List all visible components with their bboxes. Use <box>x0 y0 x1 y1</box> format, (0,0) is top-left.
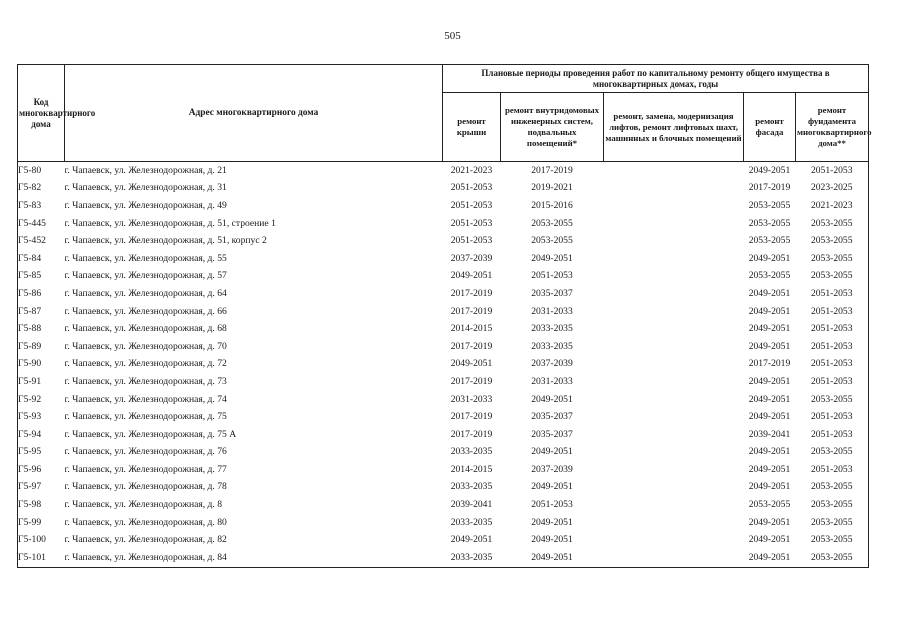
lifts-period-cell <box>604 479 744 497</box>
address-cell: г. Чапаевск, ул. Железнодорожная, д. 84 <box>65 549 443 567</box>
foundation-period-cell: 2053-2055 <box>796 232 869 250</box>
code-cell: Г5-91 <box>18 373 65 391</box>
facade-period-cell: 2053-2055 <box>748 235 791 247</box>
code-cell: Г5-80 <box>18 162 65 180</box>
facade-period-cell: 2049-2051 <box>748 375 791 387</box>
address-cell: г. Чапаевск, ул. Железнодорожная, д. 57 <box>64 270 227 282</box>
facade-period-cell: 2049-2051 <box>748 481 791 493</box>
systems-period-cell: 2033-2035 <box>531 323 573 335</box>
address-cell: г. Чапаевск, ул. Железнодорожная, д. 55 <box>64 252 227 264</box>
address-cell: г. Чапаевск, ул. Железнодорожная, д. 72 <box>64 358 227 370</box>
roof-period-cell: 2017-2019 <box>450 305 493 317</box>
table-row <box>18 426 869 444</box>
code-cell: Г5-452 <box>18 232 65 250</box>
roof-period-cell: 2017-2019 <box>450 428 493 440</box>
foundation-period-cell: 2051-2053 <box>796 320 869 338</box>
address-cell: г. Чапаевск, ул. Железнодорожная, д. 51, корпус 2 <box>64 235 267 247</box>
foundation-period-cell: 2053-2055 <box>796 549 869 567</box>
roof-period-cell: 2014-2015 <box>450 463 493 475</box>
code-cell: Г5-100 <box>18 531 65 549</box>
systems-period-cell: 2037-2039 <box>531 463 573 475</box>
facade-period-cell: 2053-2055 <box>748 217 791 229</box>
lifts-period-cell <box>604 356 744 374</box>
facade-period-cell: 2017-2019 <box>748 358 791 370</box>
roof-period-cell: 2033-2035 <box>450 516 493 528</box>
roof-period-cell: 2051-2053 <box>450 235 493 247</box>
table-row <box>18 391 869 409</box>
lifts-period-cell <box>604 531 744 549</box>
header-facade: ремонт фасада <box>744 93 796 162</box>
foundation-period-cell: 2053-2055 <box>796 268 869 286</box>
header-systems: ремонт внутридомовых инженерных систем, подвальных помещений* <box>501 93 604 162</box>
table-row <box>18 496 869 514</box>
systems-period-cell: 2037-2039 <box>531 358 573 370</box>
table-row <box>18 250 869 268</box>
table-row <box>18 549 869 567</box>
foundation-period-cell: 2023-2025 <box>796 180 869 198</box>
facade-period-cell: 2053-2055 <box>748 199 791 211</box>
lifts-period-cell <box>604 461 744 479</box>
page-number: 505 <box>444 30 461 42</box>
systems-period-cell: 2017-2019 <box>531 164 573 176</box>
address-cell: г. Чапаевск, ул. Железнодорожная, д. 74 <box>64 393 227 405</box>
foundation-period-cell: 2053-2055 <box>796 250 869 268</box>
systems-period-cell: 2051-2053 <box>531 499 573 511</box>
facade-period-cell: 2049-2051 <box>748 164 791 176</box>
facade-period-cell: 2049-2051 <box>748 340 791 352</box>
facade-period-cell: 2049-2051 <box>748 252 791 264</box>
code-cell: Г5-83 <box>18 197 65 215</box>
foundation-period-cell: 2053-2055 <box>796 514 869 532</box>
address-cell: г. Чапаевск, ул. Железнодорожная, д. 64 <box>64 287 227 299</box>
table-row <box>18 180 869 198</box>
roof-period-cell: 2017-2019 <box>450 340 493 352</box>
lifts-period-cell <box>604 408 744 426</box>
address-cell: г. Чапаевск, ул. Железнодорожная, д. 68 <box>64 323 227 335</box>
code-cell: Г5-101 <box>18 549 65 567</box>
facade-period-cell: 2049-2051 <box>748 393 791 405</box>
lifts-period-cell <box>604 232 744 250</box>
lifts-period-cell <box>604 549 744 567</box>
roof-period-cell: 2049-2051 <box>450 358 493 370</box>
roof-period-cell: 2049-2051 <box>450 270 493 282</box>
header-address: Адрес многоквартирного дома <box>65 65 443 162</box>
roof-period-cell: 2033-2035 <box>450 446 493 458</box>
lifts-period-cell <box>604 285 744 303</box>
lifts-period-cell <box>604 303 744 321</box>
systems-period-cell: 2031-2033 <box>531 305 573 317</box>
code-cell: Г5-87 <box>18 303 65 321</box>
lifts-period-cell <box>604 162 744 180</box>
address-cell: г. Чапаевск, ул. Железнодорожная, д. 76 <box>64 446 227 458</box>
systems-period-cell: 2035-2037 <box>531 411 573 423</box>
systems-period-cell: 2035-2037 <box>531 287 573 299</box>
systems-period-cell: 2053-2055 <box>531 217 573 229</box>
systems-period-cell: 2019-2021 <box>531 182 573 194</box>
facade-period-cell: 2039-2041 <box>748 428 791 440</box>
lifts-period-cell <box>604 444 744 462</box>
facade-period-cell: 2049-2051 <box>748 516 791 528</box>
foundation-period-cell: 2051-2053 <box>796 285 869 303</box>
roof-period-cell: 2017-2019 <box>450 411 493 423</box>
address-cell: г. Чапаевск, ул. Железнодорожная, д. 78 <box>64 481 227 493</box>
foundation-period-cell: 2051-2053 <box>796 356 869 374</box>
lifts-period-cell <box>604 496 744 514</box>
foundation-period-cell: 2051-2053 <box>796 426 869 444</box>
roof-period-cell: 2049-2051 <box>450 534 493 546</box>
foundation-period-cell: 2051-2053 <box>796 408 869 426</box>
foundation-period-cell: 2051-2053 <box>796 303 869 321</box>
lifts-period-cell <box>604 180 744 198</box>
table-row <box>18 444 869 462</box>
table-row <box>18 531 869 549</box>
address-cell: г. Чапаевск, ул. Железнодорожная, д. 70 <box>64 340 227 352</box>
lifts-period-cell <box>604 250 744 268</box>
lifts-period-cell <box>604 215 744 233</box>
code-cell: Г5-82 <box>18 180 65 198</box>
table-row <box>18 356 869 374</box>
code-cell: Г5-97 <box>18 479 65 497</box>
foundation-period-cell: 2051-2053 <box>796 461 869 479</box>
lifts-period-cell <box>604 391 744 409</box>
systems-period-cell: 2031-2033 <box>531 375 573 387</box>
foundation-period-cell: 2051-2053 <box>796 373 869 391</box>
lifts-period-cell <box>604 426 744 444</box>
table-row <box>18 338 869 356</box>
facade-period-cell: 2049-2051 <box>748 411 791 423</box>
foundation-period-cell: 2051-2053 <box>796 338 869 356</box>
systems-period-cell: 2049-2051 <box>531 446 573 458</box>
table-body <box>18 162 869 568</box>
code-cell: Г5-96 <box>18 461 65 479</box>
systems-period-cell: 2049-2051 <box>501 549 604 567</box>
systems-period-cell: 2035-2037 <box>531 428 573 440</box>
capital-repair-table <box>17 64 872 568</box>
code-cell: Г5-85 <box>18 268 65 286</box>
table-row <box>18 320 869 338</box>
foundation-period-cell: 2051-2053 <box>796 162 869 180</box>
foundation-period-cell: 2053-2055 <box>796 391 869 409</box>
code-cell: Г5-89 <box>18 338 65 356</box>
roof-period-cell: 2033-2035 <box>443 549 501 567</box>
address-cell: г. Чапаевск, ул. Железнодорожная, д. 75 <box>64 411 227 423</box>
roof-period-cell: 2033-2035 <box>450 481 493 493</box>
table-row <box>18 461 869 479</box>
roof-period-cell: 2051-2053 <box>450 182 493 194</box>
lifts-period-cell <box>604 514 744 532</box>
systems-period-cell: 2015-2016 <box>531 199 573 211</box>
code-cell: Г5-92 <box>18 391 65 409</box>
lifts-period-cell <box>604 268 744 286</box>
systems-period-cell: 2053-2055 <box>531 235 573 247</box>
code-cell: Г5-86 <box>18 285 65 303</box>
lifts-period-cell <box>604 320 744 338</box>
systems-period-cell: 2051-2053 <box>531 270 573 282</box>
lifts-period-cell <box>604 338 744 356</box>
code-cell: Г5-99 <box>18 514 65 532</box>
roof-period-cell: 2051-2053 <box>450 217 493 229</box>
foundation-period-cell: 2053-2055 <box>796 215 869 233</box>
facade-period-cell: 2049-2051 <box>748 305 791 317</box>
code-cell: Г5-95 <box>18 444 65 462</box>
address-cell: г. Чапаевск, ул. Железнодорожная, д. 8 <box>64 499 223 511</box>
roof-period-cell: 2014-2015 <box>450 323 493 335</box>
systems-period-cell: 2049-2051 <box>531 393 573 405</box>
header-lifts: ремонт, замена, модернизация лифтов, ремонт лифтовых шахт, машинных и блочных помещений <box>604 93 744 162</box>
address-cell: г. Чапаевск, ул. Железнодорожная, д. 66 <box>64 305 227 317</box>
facade-period-cell: 2053-2055 <box>748 270 791 282</box>
roof-period-cell: 2051-2053 <box>450 199 493 211</box>
facade-period-cell: 2049-2051 <box>748 323 791 335</box>
table-row <box>18 268 869 286</box>
address-cell: г. Чапаевск, ул. Железнодорожная, д. 75 А <box>64 428 237 440</box>
foundation-period-cell: 2053-2055 <box>796 496 869 514</box>
lifts-period-cell <box>604 197 744 215</box>
header-code: Код многоквартирного дома <box>18 65 65 162</box>
facade-period-cell: 2049-2051 <box>748 534 791 546</box>
foundation-period-cell: 2053-2055 <box>796 531 869 549</box>
address-cell: г. Чапаевск, ул. Железнодорожная, д. 73 <box>64 375 227 387</box>
facade-period-cell: 2049-2051 <box>748 463 791 475</box>
code-cell: Г5-84 <box>18 250 65 268</box>
address-cell: г. Чапаевск, ул. Железнодорожная, д. 82 <box>64 534 227 546</box>
foundation-period-cell: 2053-2055 <box>796 479 869 497</box>
facade-period-cell: 2049-2051 <box>744 549 796 567</box>
table-row <box>18 373 869 391</box>
address-cell: г. Чапаевск, ул. Железнодорожная, д. 21 <box>64 164 227 176</box>
code-cell: Г5-88 <box>18 320 65 338</box>
header-periods-group: Плановые периоды проведения работ по капитальному ремонту общего имущества в многоквартирных домах, годы <box>443 65 869 93</box>
foundation-period-cell: 2021-2023 <box>796 197 869 215</box>
table-row <box>18 479 869 497</box>
systems-period-cell: 2049-2051 <box>531 516 573 528</box>
facade-period-cell: 2049-2051 <box>748 446 791 458</box>
systems-period-cell: 2033-2035 <box>531 340 573 352</box>
roof-period-cell: 2017-2019 <box>450 287 493 299</box>
roof-period-cell: 2017-2019 <box>450 375 493 387</box>
lifts-period-cell <box>604 373 744 391</box>
table-row <box>18 303 869 321</box>
roof-period-cell: 2021-2023 <box>450 164 493 176</box>
table-row <box>18 232 869 250</box>
address-cell: г. Чапаевск, ул. Железнодорожная, д. 31 <box>64 182 227 194</box>
address-cell: г. Чапаевск, ул. Железнодорожная, д. 77 <box>64 463 227 475</box>
roof-period-cell: 2039-2041 <box>450 499 493 511</box>
code-cell: Г5-98 <box>18 496 65 514</box>
address-cell: г. Чапаевск, ул. Железнодорожная, д. 80 <box>64 516 227 528</box>
table-row <box>18 215 869 233</box>
facade-period-cell: 2049-2051 <box>748 287 791 299</box>
table-row <box>18 197 869 215</box>
address-cell: г. Чапаевск, ул. Железнодорожная, д. 51, строение 1 <box>64 217 276 229</box>
facade-period-cell: 2053-2055 <box>748 499 791 511</box>
table-row <box>18 285 869 303</box>
code-cell: Г5-94 <box>18 426 65 444</box>
table-row <box>18 408 869 426</box>
systems-period-cell: 2049-2051 <box>531 481 573 493</box>
systems-period-cell: 2049-2051 <box>531 534 573 546</box>
code-cell: Г5-93 <box>18 408 65 426</box>
table-row <box>18 162 869 180</box>
facade-period-cell: 2017-2019 <box>748 182 791 194</box>
roof-period-cell: 2031-2033 <box>450 393 493 405</box>
header-foundation: ремонт фундамента многоквартирного дома** <box>796 93 869 162</box>
address-cell: г. Чапаевск, ул. Железнодорожная, д. 49 <box>64 199 227 211</box>
roof-period-cell: 2037-2039 <box>450 252 493 264</box>
code-cell: Г5-90 <box>18 356 65 374</box>
foundation-period-cell: 2053-2055 <box>796 444 869 462</box>
code-cell: Г5-445 <box>18 215 65 233</box>
table-row <box>18 514 869 532</box>
systems-period-cell: 2049-2051 <box>531 252 573 264</box>
header-roof: ремонт крыши <box>443 93 501 162</box>
